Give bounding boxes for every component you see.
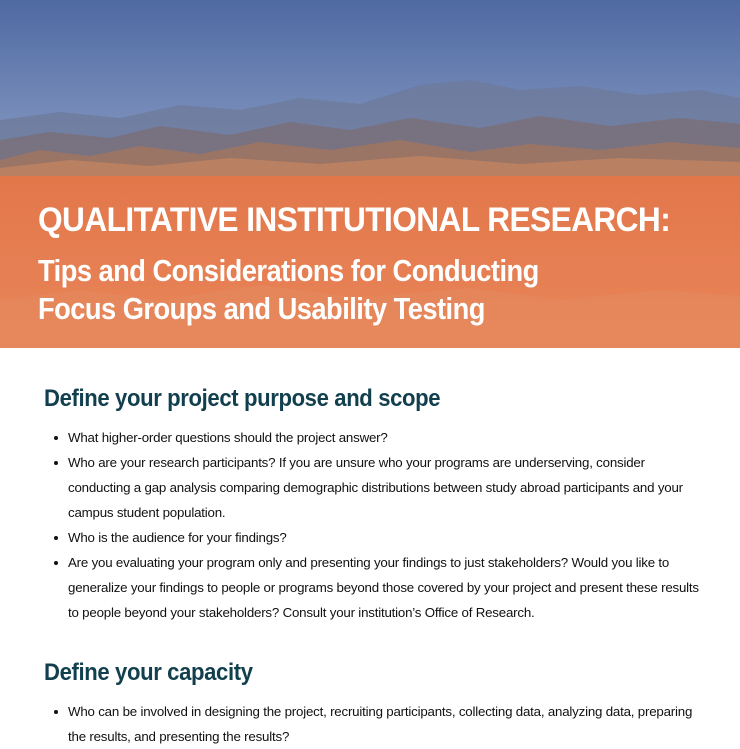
bullet-list bbox=[44, 425, 704, 625]
list-item: Who is the audience for your findings? bbox=[68, 525, 704, 550]
section-heading: Define your project purpose and scope bbox=[44, 385, 441, 412]
list-item: Who are your research participants? If you are unsure who your programs are underserving, consider conducting a gap analysis comparing demographic distributions between study abroad participants and your campus student population. bbox=[68, 450, 704, 525]
document-subtitle bbox=[38, 252, 539, 328]
list-item: What higher-order questions should the project answer? bbox=[68, 425, 704, 450]
section-capacity bbox=[44, 659, 704, 749]
document-title: QUALITATIVE INSTITUTIONAL RESEARCH: bbox=[38, 201, 671, 239]
bullet-list bbox=[44, 699, 704, 749]
section-heading: Define your capacity bbox=[44, 659, 253, 686]
section-project-purpose bbox=[44, 385, 704, 625]
subtitle-line-1: Tips and Considerations for Conducting bbox=[38, 253, 539, 288]
list-item: Who can be involved in designing the project, recruiting participants, collecting data, analyzing data, preparing the results, and presenting the results? bbox=[68, 699, 704, 749]
list-item: Are you evaluating your program only and presenting your findings to just stakeholders? Would you like to generalize your findings to people or programs beyond those covered by your project and present these results to people beyond your stakeholders? Consult your institution’s Office of Research. bbox=[68, 550, 704, 625]
subtitle-line-2: Focus Groups and Usability Testing bbox=[38, 291, 485, 326]
